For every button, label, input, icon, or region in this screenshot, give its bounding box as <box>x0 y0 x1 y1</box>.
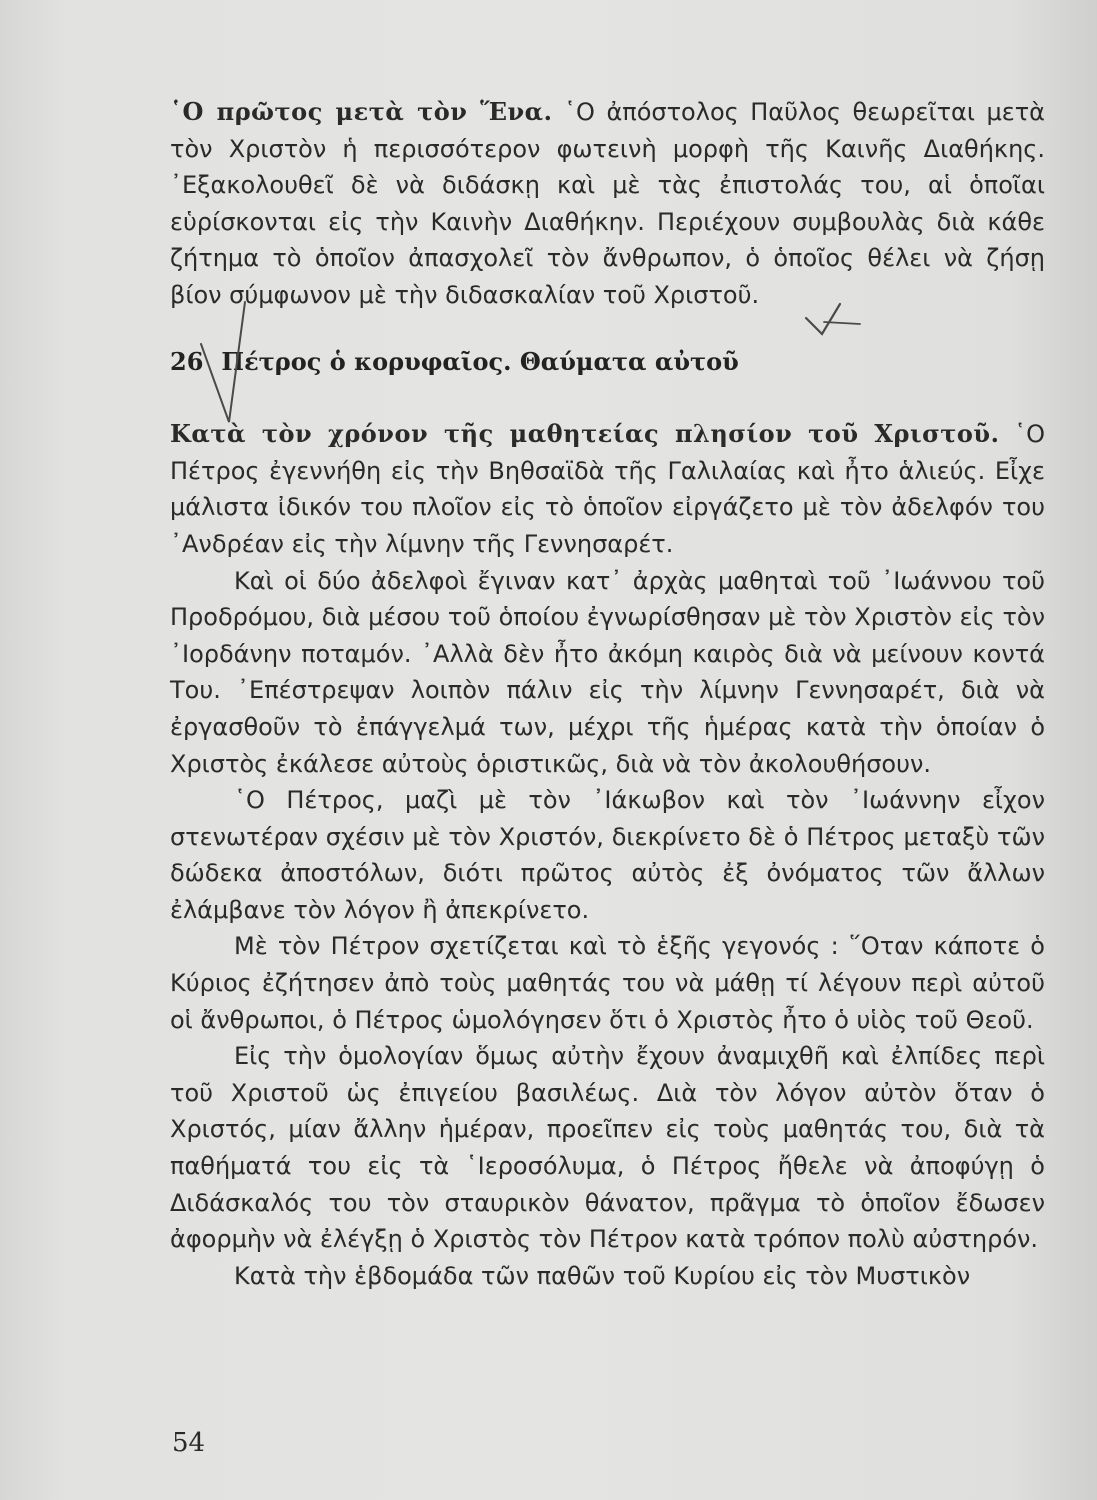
paragraph-lead: Κατὰ τὸν χρόνον τῆς μαθητείας πλησίον τοῦ Χριστοῦ. <box>170 419 1000 449</box>
paragraph: ῾Ο Πέτρος, μαζὶ μὲ τὸν ᾿Ιάκωβον καὶ τὸν ᾿Ιωάννην εἶχον στενωτέραν σχέσιν μὲ τὸν Χριστόν, διεκρίνετο δὲ ὁ Πέτρος μεταξὺ τῶν δώδεκα ἀποστόλων, διότι πρῶτος αὐτὸς ἐξ ὀνόματος τῶν ἄλλων ἐλάμβανε τὸν λόγον ἢ ἀπεκρίνετο. <box>170 786 1045 924</box>
section-title: Πέτρος ὁ κορυφαῖος. Θαύματα αὐτοῦ <box>221 346 739 376</box>
paragraph-peter-intro <box>170 416 1045 562</box>
page-number: 54 <box>172 1428 206 1458</box>
paragraph: Κατὰ τὴν ἑβδομάδα τῶν παθῶν τοῦ Κυρίου εἰς τὸν Μυστικὸν <box>234 1261 971 1290</box>
paragraph-paul <box>170 94 1045 314</box>
paragraph-text: ῾Ο Πέτρος ἐγεννήθη εἰς τὴν Βηθσαϊδὰ τῆς Γαλιλαίας καὶ ἦτο ἁλιεύς. Εἶχε μάλιστα ἰδικόν του πλοῖον εἰς τὸ ὁποῖον εἰργάζετο μὲ τὸν ἀδελφόν του ᾿Ανδρέαν εἰς τὴν λίμνην τῆς Γεννησαρέτ. <box>170 420 1045 558</box>
section-number: 26 <box>170 346 204 376</box>
paragraph-text: ῾Ο ἀπόστολος Παῦλος θεωρεῖται μετὰ τὸν Χριστὸν ἡ περισσότερον φωτεινὴ μορφὴ τῆς Καινῆς Διαθήκης. ᾿Εξακολουθεῖ δὲ νὰ διδάσκῃ καὶ μὲ τὰς ἐπιστολάς του, αἱ ὁποῖαι εὑρίσκονται εἰς τὴν Καινὴν Διαθήκην. Περιέχουν συμβουλὰς διὰ κάθε ζήτημα τὸ ὁποῖον ἀπασχολεῖ τὸν ἄνθρωπον, ὁ ὁποῖος θέλει νὰ ζήσῃ βίον σύμφωνον μὲ τὴν διδασκαλίαν τοῦ Χριστοῦ. <box>170 98 1046 309</box>
paragraph-lead: ῾Ο πρῶτος μετὰ τὸν Ἕνα. <box>170 97 553 126</box>
section-heading <box>170 344 1045 381</box>
paragraph: Εἰς τὴν ὁμολογίαν ὅμως αὐτὴν ἔχουν ἀναμιχθῆ καὶ ἐλπίδες περὶ τοῦ Χριστοῦ ὡς ἐπιγείου βασιλέως. Διὰ τὸν λόγον αὐτὸν ὅταν ὁ Χριστός, μίαν ἄλλην ἡμέραν, προεῖπεν εἰς τοὺς μαθητάς του, διὰ τὰ παθήματά του εἰς τὰ ῾Ιεροσόλυμα, ὁ Πέτρος ἤθελε νὰ ἀποφύγῃ ὁ Διδάσκαλός του τὸν σταυρικὸν θάνατον, πρᾶγμα τὸ ὁποῖον ἔδωσεν ἀφορμὴν νὰ ἐλέγξῃ ὁ Χριστὸς τὸν Πέτρον κατὰ τρόπον πολὺ αὐστηρόν. <box>170 1042 1045 1254</box>
paragraph: Καὶ οἱ δύο ἀδελφοὶ ἔγιναν κατ᾿ ἀρχὰς μαθηταὶ τοῦ ᾿Ιωάννου τοῦ Προδρόμου, διὰ μέσου τοῦ ὁποίου ἐγνωρίσθησαν μὲ τὸν Χριστὸν εἰς τὸν ᾿Ιορδάνην ποταμόν. ᾿Αλλὰ δὲν ἦτο ἀκόμη καιρὸς διὰ νὰ μείνουν κοντά Του. ᾿Επέστρεψαν λοιπὸν πάλιν εἰς τὴν λίμνην Γεννησαρέτ, διὰ νὰ ἐργασθοῦν τὸ ἐπάγγελμά των, μέχρι τῆς ἡμέρας κατὰ τὴν ὁποίαν ὁ Χριστὸς ἐκάλεσε αὐτοὺς ὁριστικῶς, διὰ νὰ τὸν ἀκολουθήσουν. <box>170 566 1045 778</box>
page-body <box>170 94 1045 1294</box>
paragraph: Μὲ τὸν Πέτρον σχετίζεται καὶ τὸ ἑξῆς γεγονός : ῞Οταν κάποτε ὁ Κύριος ἐζήτησεν ἀπὸ τοὺς μαθητάς του νὰ μάθῃ τί λέγουν περὶ αὐτοῦ οἱ ἄνθρωποι, ὁ Πέτρος ὡμολόγησεν ὅτι ὁ Χριστὸς ἦτο ὁ υἱὸς τοῦ Θεοῦ. <box>170 932 1045 1034</box>
